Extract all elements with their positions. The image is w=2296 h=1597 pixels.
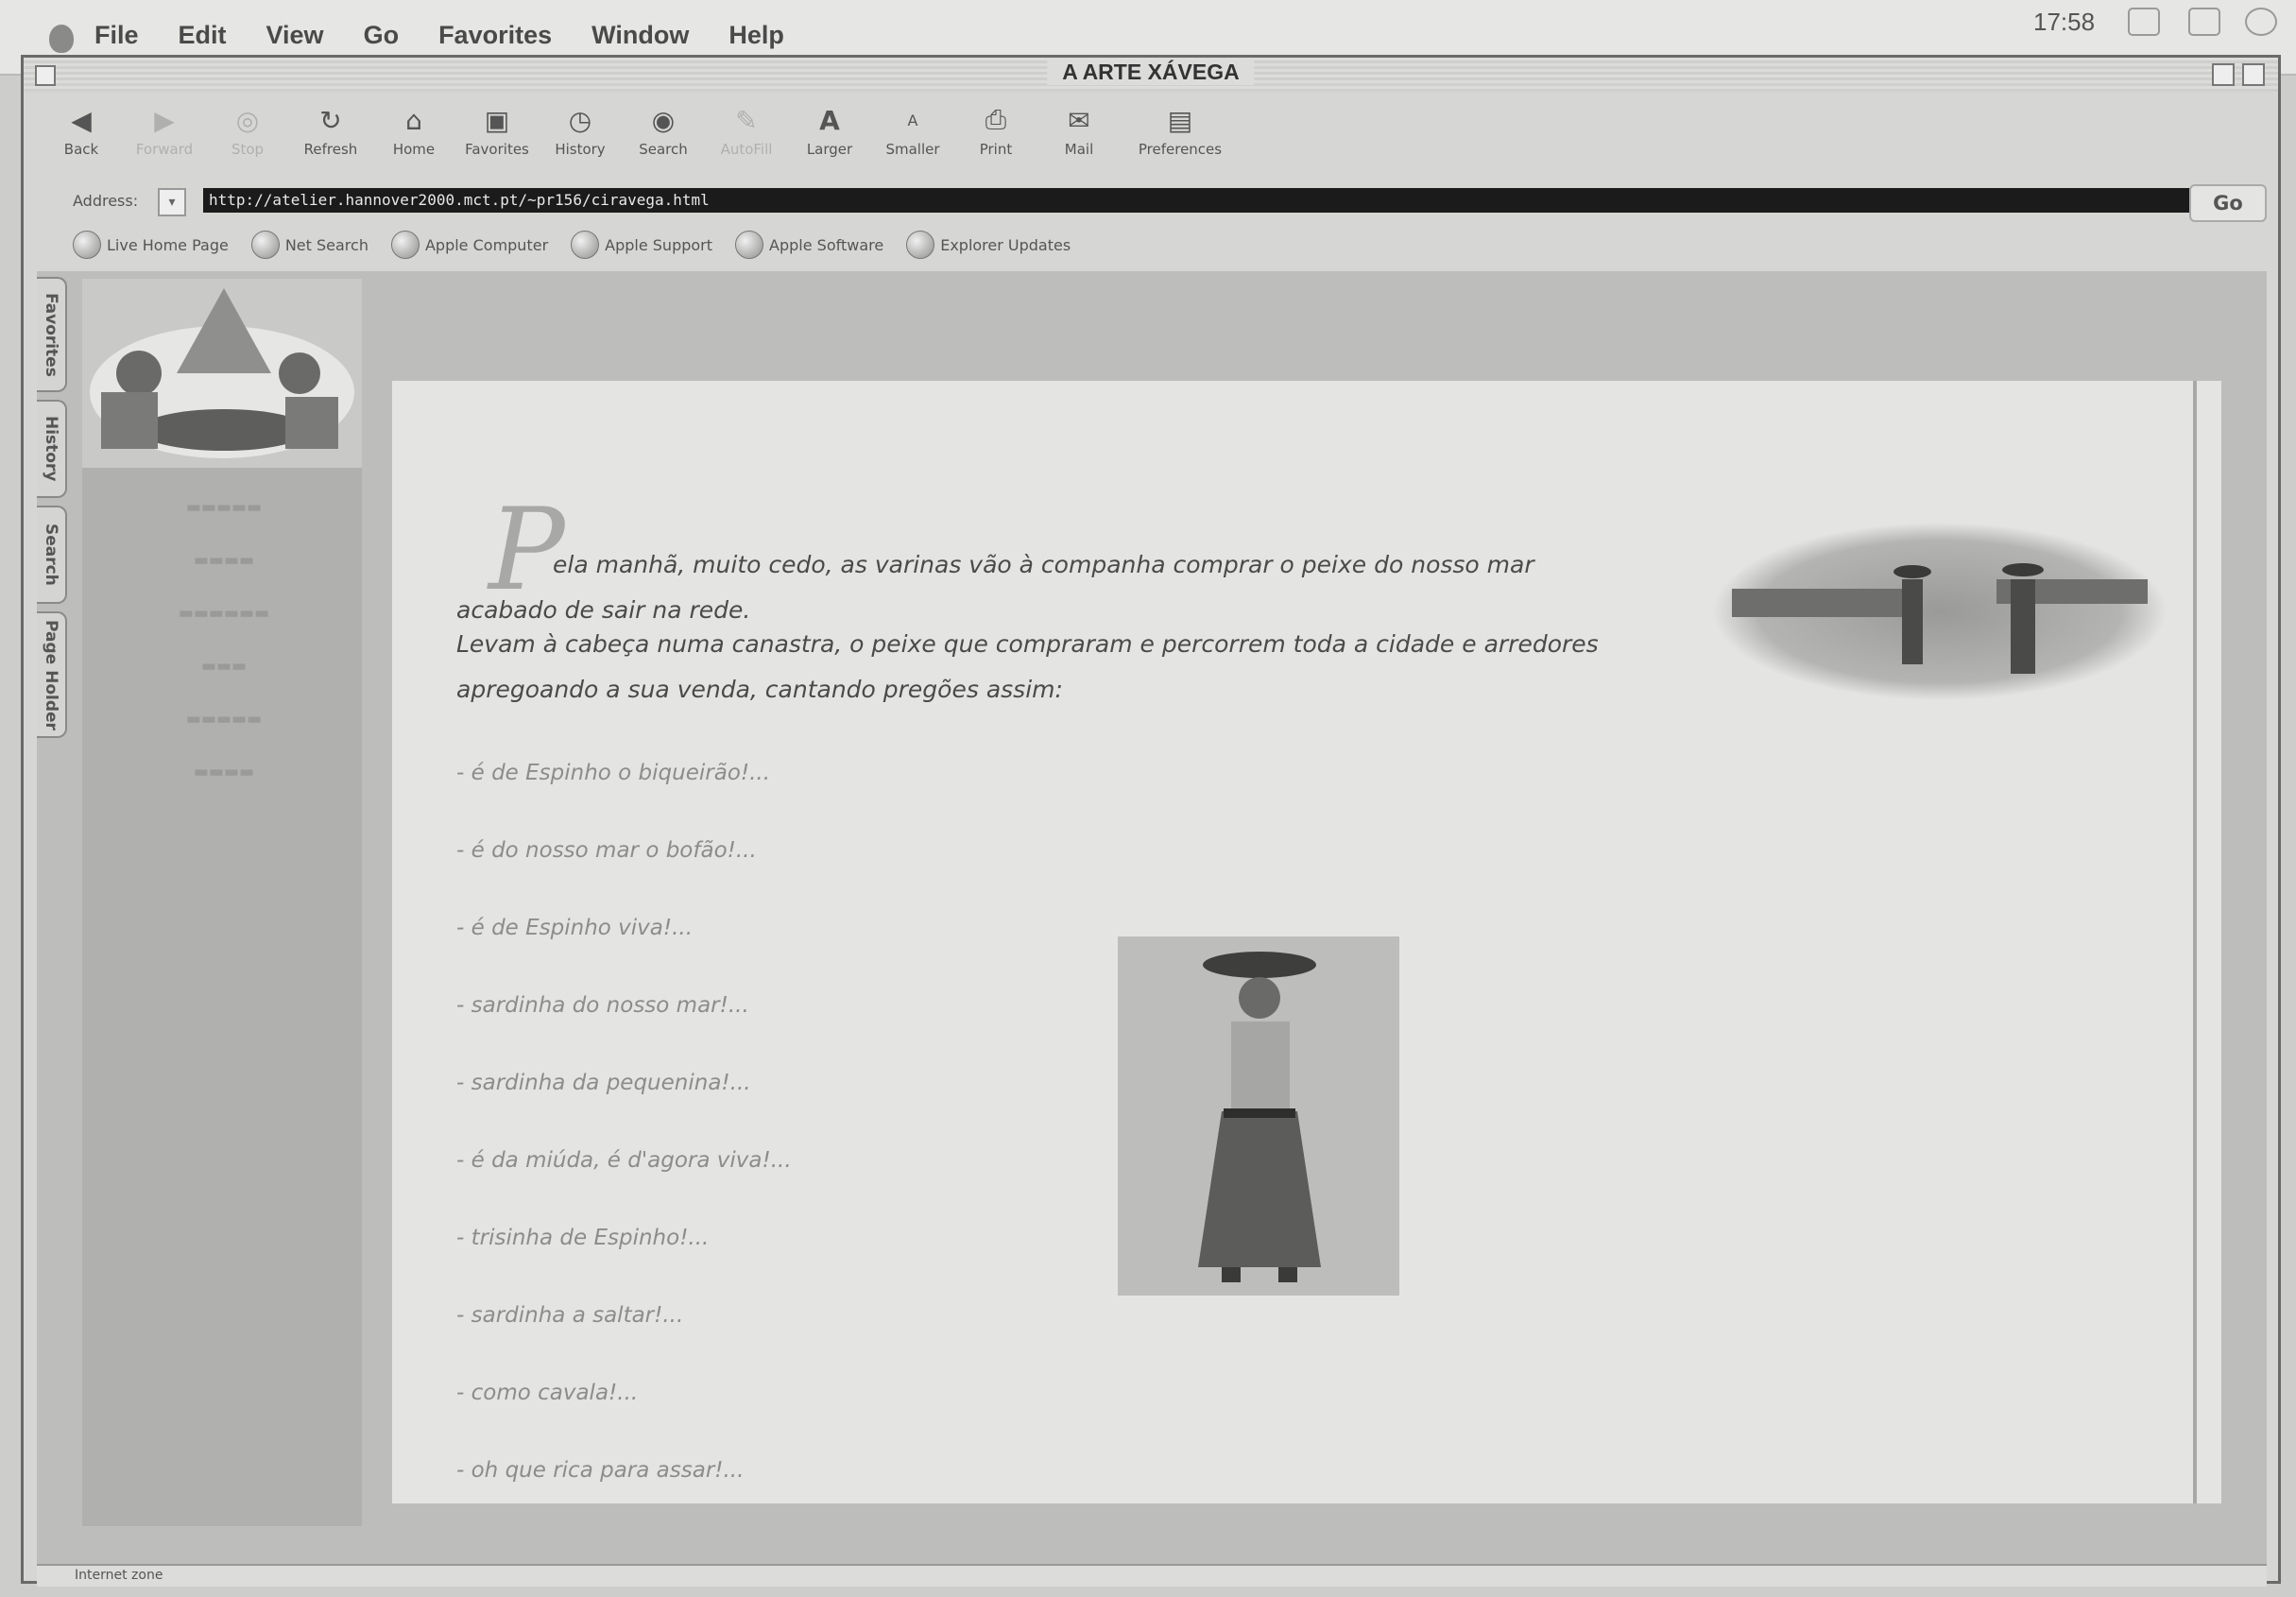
tab-label: Page Holder [42,619,60,730]
forward-button[interactable] [126,103,203,179]
autofill-button[interactable] [708,103,785,179]
address-history-dropdown[interactable]: ▾ [158,188,186,216]
tab-history[interactable] [37,400,67,498]
menu-items [94,21,824,50]
refresh-icon: ↻ [319,104,342,136]
tab-label: Search [42,524,60,586]
search-label: Search [639,141,688,158]
favorite-apple-computer[interactable] [391,224,548,266]
window-title: A ARTE XÁVEGA [1047,60,1254,85]
menu-help[interactable]: Help [728,21,784,49]
tab-label: Favorites [42,292,60,377]
favorite-label: Apple Support [605,235,713,254]
status-bar [37,1564,2267,1587]
address-label: Address: [73,192,139,210]
nav-link[interactable]: ▬▬▬▬ [193,551,255,570]
window-titlebar[interactable] [24,58,2278,92]
street-cry: - como cavala!... [456,1381,639,1405]
autofill-label: AutoFill [720,141,773,158]
intro-line-4: apregoando a sua venda, cantando pregões assim: [456,676,1063,703]
address-bar [24,180,2278,222]
home-icon: ⌂ [405,104,422,136]
favorite-apple-support[interactable] [571,224,712,266]
browser-window [21,55,2281,1584]
back-label: Back [63,141,99,158]
favorite-apple-software[interactable] [735,224,883,266]
status-menu-icon[interactable] [2128,8,2160,36]
autofill-icon: ✎ [735,104,758,136]
refresh-label: Refresh [303,141,358,158]
favorite-label: Live Home Page [107,235,229,254]
intro-line-3: Levam à cabeça numa canastra, o peixe que compraram e percorrem toda a cidade e arredores [456,630,1599,658]
larger-button[interactable] [791,103,868,179]
monitor-menu-icon[interactable] [2188,8,2220,36]
back-icon: ◀ [71,104,92,136]
tab-label: History [42,416,60,482]
print-button[interactable] [957,103,1035,179]
search-icon: ◉ [651,104,676,136]
drop-cap: P [488,485,565,616]
page-content-area [37,271,2267,1564]
favorite-label: Explorer Updates [940,235,1071,254]
stop-button[interactable] [209,103,286,179]
browser-toolbar [43,103,1242,179]
back-button[interactable] [43,103,120,179]
favorite-live-home-page[interactable] [73,224,229,266]
print-label: Print [979,141,1013,158]
nav-link[interactable]: ▬▬▬▬ [193,763,255,781]
mail-button[interactable] [1040,103,1118,179]
apple-menu-icon[interactable] [49,25,74,53]
favorites-bar [24,224,2278,266]
larger-label: Larger [806,141,853,158]
street-cry: - oh que rica para assar!... [456,1458,745,1483]
forward-label: Forward [135,141,194,158]
fishwife-photo [1118,936,1399,1296]
intro-line-1: ela manhã, muito cedo, as varinas vão à companha comprar o peixe do nosso mar [553,551,1534,578]
fishwives-beach-photo [1713,523,2167,700]
globe-icon [735,231,763,259]
street-cry: - sardinha da pequenina!... [456,1071,751,1095]
favorite-net-search[interactable] [251,224,368,266]
favorite-explorer-updates[interactable] [906,224,1071,266]
globe-icon [906,231,934,259]
home-button[interactable] [375,103,453,179]
favorites-button[interactable] [458,103,536,179]
street-cry: - trisinha de Espinho!... [456,1226,710,1250]
stop-icon: ◎ [235,104,260,136]
globe-icon [391,231,420,259]
site-nav-links [111,498,337,816]
menubar-clock[interactable]: 17:58 [2033,8,2096,36]
preferences-button[interactable] [1123,103,1237,179]
nav-link[interactable]: ▬▬▬▬▬▬ [178,604,270,623]
street-cry: - sardinha a saltar!... [456,1303,684,1328]
close-box-icon[interactable] [35,65,56,86]
menu-go[interactable]: Go [363,21,400,49]
menu-window[interactable]: Window [591,21,690,49]
home-label: Home [392,141,436,158]
preferences-icon: ▤ [1167,104,1193,136]
site-logo-image [82,279,362,468]
zoom-box-icon[interactable] [2212,63,2235,86]
menu-file[interactable]: File [94,21,139,49]
smaller-text-icon: A [907,111,918,129]
street-cry: - é do nosso mar o bofão!... [456,838,757,863]
stop-label: Stop [231,141,265,158]
preferences-label: Preferences [1138,141,1223,158]
menu-favorites[interactable]: Favorites [438,21,553,49]
nav-link[interactable]: ▬▬▬▬▬ [185,498,263,517]
history-label: History [555,141,606,158]
refresh-button[interactable] [292,103,369,179]
smaller-button[interactable] [874,103,951,179]
page-border [2193,381,2197,1503]
status-text: Internet zone [75,1568,163,1583]
globe-icon [73,231,101,259]
smaller-label: Smaller [885,141,940,158]
history-button[interactable] [541,103,619,179]
tab-search[interactable] [37,506,67,604]
globe-icon [571,231,599,259]
collapse-box-icon[interactable] [2242,63,2265,86]
intro-line-2: acabado de sair na rede. [456,596,751,624]
print-icon: ⎙ [985,104,1007,135]
nav-link[interactable]: ▬▬▬▬▬ [185,710,263,729]
street-cry: - sardinha do nosso mar!... [456,993,749,1018]
application-menu-icon[interactable] [2245,8,2277,36]
street-cry: - é da miúda, é d'agora viva!... [456,1148,792,1173]
favorite-label: Apple Computer [424,235,549,254]
go-label: Go [2213,192,2243,215]
favorites-icon: ▣ [484,104,510,136]
site-sidebar [82,279,362,1526]
globe-icon [251,231,280,259]
street-cry: - é de Espinho viva!... [456,916,694,940]
address-input[interactable]: http://atelier.hannover2000.mct.pt/~pr156/ciravega.html [203,188,2191,213]
mail-label: Mail [1064,141,1094,158]
go-button[interactable] [2189,184,2267,222]
menu-edit[interactable]: Edit [178,21,227,49]
tab-page-holder[interactable] [37,611,67,738]
explorer-bar-tabs [37,277,78,746]
tab-favorites[interactable] [37,277,67,392]
street-cry: - é de Espinho o biqueirão!... [456,761,771,785]
history-icon: ◷ [568,104,592,136]
forward-icon: ▶ [154,104,175,136]
favorite-label: Apple Software [769,235,884,254]
nav-link[interactable]: ▬▬▬ [200,657,248,676]
favorite-label: Net Search [284,235,368,254]
mail-icon: ✉ [1068,104,1090,136]
larger-text-icon: A [819,104,840,136]
search-button[interactable] [625,103,702,179]
menu-view[interactable]: View [266,21,324,49]
favorites-label: Favorites [465,141,529,158]
article-page [392,381,2221,1503]
